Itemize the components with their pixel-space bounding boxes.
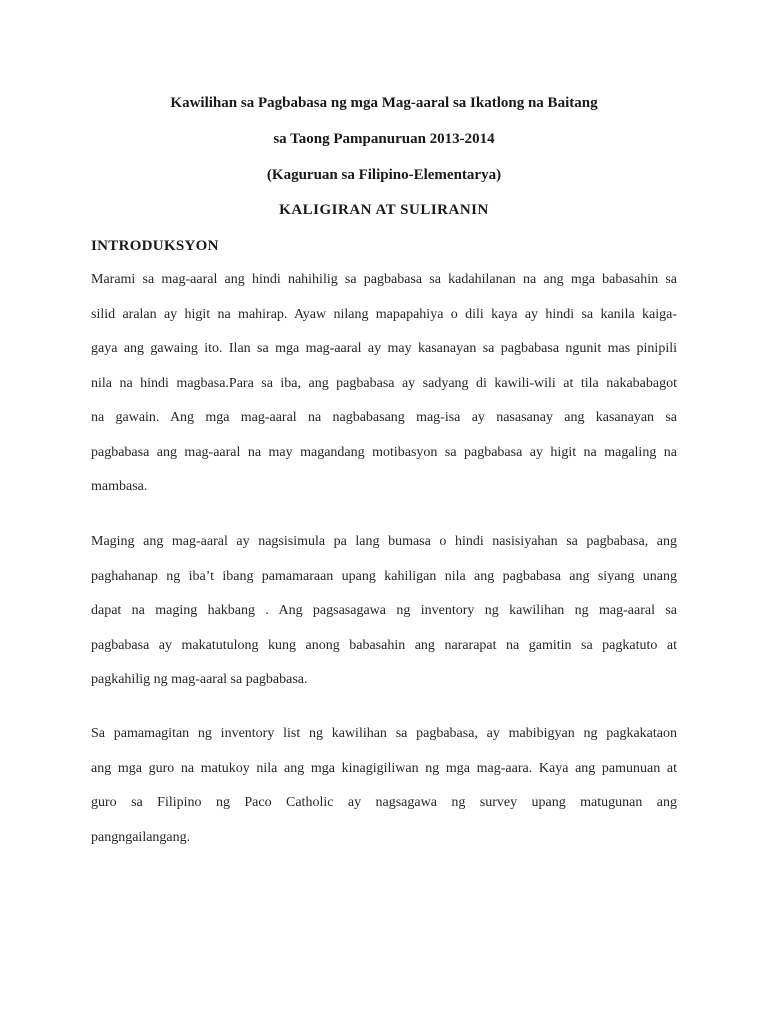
subsection-heading: INTRODUKSYON xyxy=(91,238,219,254)
paragraph-line: silid aralan ay higit na mahirap. Ayaw nilang mapapahiya o dili kaya ay hindi sa kanila kaiga- xyxy=(91,306,677,322)
paragraph-line: Maging ang mag-aaral ay nagsisimula pa lang bumasa o hindi nasisiyahan sa pagbabasa, ang xyxy=(91,534,677,549)
document-title-line-2: sa Taong Pampanuruan 2013-2014 xyxy=(273,131,495,147)
paragraph-line: mambasa. xyxy=(91,479,148,494)
paragraph-line: nila na hindi magbasa.Para sa iba, ang pagbabasa ay sadyang di kawili-wili at tila nakababagot xyxy=(91,375,677,391)
paragraph-line: Marami sa mag-aaral ang hindi nahihilig sa pagbabasa sa kadahilanan na ang mga babasahin sa xyxy=(91,272,677,287)
document-title-line-3: (Kaguruan sa Filipino-Elementarya) xyxy=(266,167,502,183)
paragraph-line: ang mga guro na matukoy nila ang mga kinagigiliwan ng mga mag-aara. Kaya ang pamunuan at xyxy=(91,760,677,776)
paragraph-line: pagbabasa ay makatutulong kung anong babasahin ang nararapat na gamitin sa pagkatuto at xyxy=(91,637,677,653)
document-title-line-1: Kawilihan sa Pagbabasa ng mga Mag-aaral sa Ikatlong na Baitang xyxy=(170,95,598,111)
paragraph-line: pagkahilig ng mag-aaral sa pagbabasa. xyxy=(91,672,308,687)
paragraph-line: guro sa Filipino ng Paco Catholic ay nagsagawa ng survey upang matugunan ang xyxy=(91,795,677,810)
paragraph-line: pangngailangang. xyxy=(91,829,191,845)
paragraph-line: paghahanap ng iba’t ibang pamamaraan upang kahiligan nila ang pagbabasa ang siyang unang xyxy=(91,568,677,584)
paragraph-line: na gawain. Ang mga mag-aaral na nagbabasang mag-isa ay nasasanay ang kasanayan sa xyxy=(91,410,677,425)
section-heading: KALIGIRAN AT SULIRANIN xyxy=(279,202,489,218)
paragraph-line: pagbabasa ang mag-aaral na may magandang motibasyon sa pagbabasa ay higit na magaling na xyxy=(91,444,677,460)
paragraph-line: Sa pamamagitan ng inventory list ng kawilihan sa pagbabasa, ay mabibigyan ng pagkakataon xyxy=(91,726,677,741)
paragraph-3 xyxy=(91,717,677,855)
paragraph-2 xyxy=(91,525,677,698)
paragraph-1 xyxy=(91,263,677,505)
paragraph-line: dapat na maging hakbang . Ang pagsasagawa ng inventory ng kawilihan ng mag-aaral sa xyxy=(91,603,677,618)
paragraph-line: gaya ang gawaing ito. Ilan sa mga mag-aaral ay may kasanayan sa pagbabasa ngunit mas pinipili xyxy=(91,341,677,356)
